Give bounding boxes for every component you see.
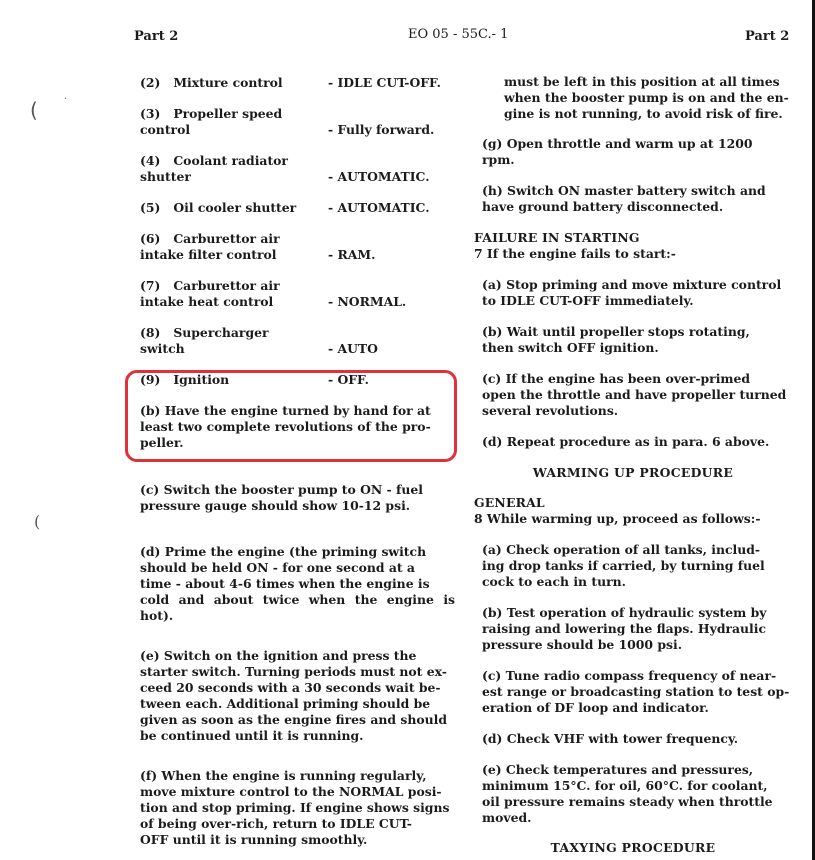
warming-paragraph-d: (d) Check VHF with tower frequency. <box>482 731 739 746</box>
paragraph-g: (g) Open throttle and warm up at 1200 rpm. <box>482 136 753 167</box>
failure-paragraph-a: (a) Stop priming and move mixture control to IDLE CUT-OFF immediately. <box>482 277 782 308</box>
failure-intro: 7 If the engine fails to start:- <box>474 246 676 261</box>
general-intro: 8 While warming up, proceed as follows:- <box>474 511 761 526</box>
highlight-annotation-box <box>125 370 457 462</box>
checklist-item: (3) Propeller speed control - Fully forward. <box>140 106 435 137</box>
warming-up-heading: WARMING UP PROCEDURE <box>532 465 734 480</box>
general-heading: GENERAL <box>474 495 545 510</box>
checklist-value: - AUTOMATIC. <box>328 169 430 184</box>
checklist-item: (2) Mixture control - IDLE CUT-OFF. <box>140 75 441 90</box>
checklist-value: - NORMAL. <box>328 294 407 309</box>
paragraph-e: (e) Switch on the ignition and press the starter switch. Turning periods must not ex- ceed 20 seconds with a 30 seconds wait be- tween each. Additional priming should be given as soon as the engine fires and should be continued until it is running. <box>140 648 447 743</box>
checklist-item: (5) Oil cooler shutter - AUTOMATIC. <box>140 200 430 215</box>
paragraph-h: (h) Switch ON master battery switch and have ground battery disconnected. <box>482 183 766 214</box>
scan-speck: · <box>64 94 68 105</box>
checklist-item: (9) Ignition - OFF. <box>140 372 369 387</box>
failure-paragraph-c: (c) If the engine has been over-primed open the throttle and have propeller turned several revolutions. <box>482 371 787 418</box>
checklist-value: - AUTOMATIC. <box>328 200 430 215</box>
paragraph-f: (f) When the engine is running regularly, move mixture control to the NORMAL posi- tion and stop priming. If engine shows signs of being over-rich, return to IDLE CUT- OFF until it is running smoothly. <box>140 768 450 847</box>
checklist-value: - RAM. <box>328 247 376 262</box>
checklist-value: - AUTO <box>328 341 378 356</box>
paragraph-continuation: must be left in this position at all times when the booster pump is on and the en- gine is not running, to avoid risk of fire. <box>504 74 789 121</box>
scan-mark: ( <box>34 512 41 531</box>
checklist-item: (6) Carburettor air intake filter control - RAM. <box>140 231 376 262</box>
page-header <box>0 27 815 47</box>
taxying-heading: TAXYING PROCEDURE <box>550 840 716 855</box>
checklist-item: (4) Coolant radiator shutter - AUTOMATIC. <box>140 153 430 184</box>
checklist-value: - Fully forward. <box>328 122 435 137</box>
failure-in-starting-heading: FAILURE IN STARTING <box>474 230 640 245</box>
checklist-value: - IDLE CUT-OFF. <box>328 75 441 90</box>
paragraph-c: (c) Switch the booster pump to ON - fuel pressure gauge should show 10-12 psi. <box>140 482 423 513</box>
header-part-left: Part 2 <box>134 29 179 44</box>
header-document-code: EO 05 - 55C.- 1 <box>408 27 509 42</box>
header-part-right: Part 2 <box>745 29 790 44</box>
failure-paragraph-b: (b) Wait until propeller stops rotating, then switch OFF ignition. <box>482 324 750 355</box>
warming-paragraph-a: (a) Check operation of all tanks, includ- ing drop tanks if carried, by turning fuel cock to each in turn. <box>482 542 765 589</box>
paragraph-b: (b) Have the engine turned by hand for at least two complete revolutions of the pro- peller. <box>140 403 431 450</box>
checklist-item: (8) Supercharger switch - AUTO <box>140 325 378 356</box>
warming-paragraph-b: (b) Test operation of hydraulic system by raising and lowering the flaps. Hydraulic pressure should be 1000 psi. <box>482 605 767 652</box>
right-column <box>474 74 792 856</box>
checklist-item: (7) Carburettor air intake heat control - NORMAL. <box>140 278 407 309</box>
failure-paragraph-d: (d) Repeat procedure as in para. 6 above. <box>482 434 770 449</box>
checklist-value: - OFF. <box>328 372 369 387</box>
warming-paragraph-c: (c) Tune radio compass frequency of near- est range or broadcasting station to test op- eration of DF loop and indicator. <box>482 668 790 715</box>
paragraph-d: (d) Prime the engine (the priming switch should be held ON - for one second at a time - about 4-6 times when the engine is cold and about twice when the engine is hot). <box>140 544 455 623</box>
scan-mark: ( <box>30 98 38 122</box>
warming-paragraph-e: (e) Check temperatures and pressures, minimum 15°C. for oil, 60°C. for coolant, oil pressure remains steady when throttle moved. <box>482 762 773 825</box>
